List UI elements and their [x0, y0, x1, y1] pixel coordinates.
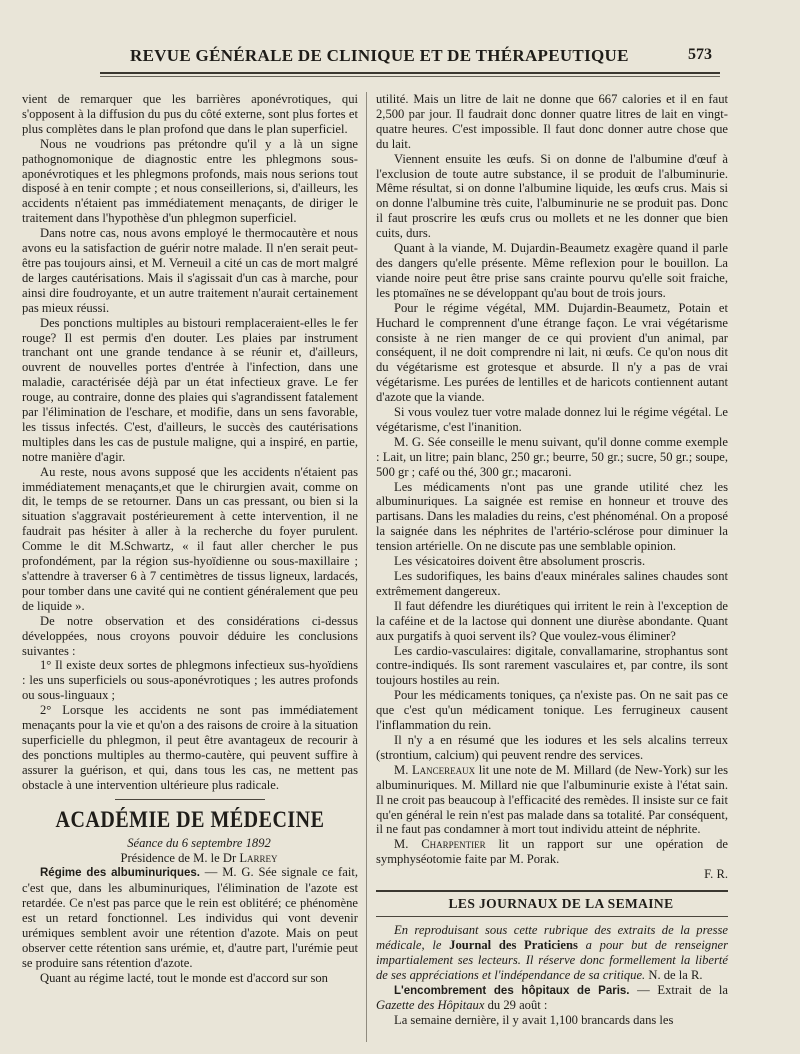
paragraph: Viennent ensuite les œufs. Si on donne de l'albumine d'œuf à l'exclusion de toute autre substance, il se produit de l'albuminurie. Même résultat, si on donne l'albumine liquide, les œufs crus. Mais si on donne l'albumine très cuite, l'albuminurie ne se produit pas. Donc il faut proscrire les œufs crus ou mollets et ne les donner que bien cuits, durs.: [376, 151, 728, 241]
journal-title: REVUE GÉNÉRALE DE CLINIQUE ET DE THÉRAPEUTIQUE: [130, 46, 629, 65]
paragraph: Les vésicatoires doivent être absolument proscris.: [394, 554, 646, 569]
column-divider: [366, 92, 367, 1042]
paragraph: Les médicaments n'ont pas une grande utilité chez les albuminuriques. La saignée est remise en honneur et trouve des partisans. Dans les maladies du reins, c'est phénoménal. On a proposé la saignée dans les néphrites de l'artério-sclérose pour diminuer la tension artérielle. On ne discute pas une semblable opinion.: [376, 479, 728, 554]
paragraph: De notre observation et des considérations ci-dessus développées, nous croyons pouvoir déduire les conclusions suivantes :: [22, 613, 358, 658]
speaker-name: M. Charpentier: [394, 837, 486, 852]
paragraph: Pour le régime végétal, MM. Dujardin-Beaumetz, Potain et Huchard le comprennent d'une étrange façon. Le vrai végétarisme consiste à ne rien manger de ce qui provient d'un animal, par conséquent, il ne doit comprendre ni lait, ni œufs. Ce qu'on nous dit du végétarisme est grotesque et absurde. Il n'y a pas de vrai végétarisme. Les purées de lentilles et de haricots contiennent autant d'azote que la viande.: [376, 300, 728, 405]
paragraph-text: du 29 août :: [484, 998, 548, 1013]
paragraph: Quant à la viande, M. Dujardin-Beaumetz exagère quand il parle des dangers qu'elle présente. Même reflexion pour le bouillon. La viande noire peut être prise sans crainte pourvu qu'elle soit fraiche, les ptomaïnes ne se développant qu'au bout de trois jours.: [376, 241, 728, 300]
paragraph: Si vous voulez tuer votre malade donnez lui le régime végétal. Le végétarisme, c'est l'inanition.: [376, 405, 728, 434]
header-rule-thin: [100, 76, 720, 77]
header-rule: [100, 72, 720, 74]
journal-name: Journal des Praticiens: [449, 937, 578, 952]
note-text: a pour but de renseigner impartialement ses lecteurs. Il réserve donc formellement la liberté de ses appréciations et l'indépendance de sa critique.: [376, 937, 728, 982]
source-name: Gazette des Hôpitaux: [376, 998, 485, 1013]
paragraph: utilité. Mais un litre de lait ne donne que 667 calories et il en faut 2,500 par jour. Il faudrait donc donner quatre litres de lait en vingt-quatre heures. C'est impossible. Il faut donc donner autre chose que du lait.: [376, 92, 728, 151]
page-number: 573: [688, 46, 712, 63]
paragraph: Au reste, nous avons supposé que les accidents n'étaient pas immédiatement menaçants,et que le chirurgien avait, comme on dit, le temps de se retourner. Dans un cas pressant, ou bien si la situation s'aggravait postérieurement à cette intervention, il ne faudrait pas hésiter à aller à la recherche du foyer purulent. Comme le dit M.Schwartz, « il faut aller chercher le pus profondément, par la région sus-hyoïdienne ou sous-maxillaire ; s'attendre à traverser 6 à 7 centimètres de tissus ligneux, lardacés, pour tomber dans une cavité qui ne contient généralement que peu de liquide ».: [22, 464, 358, 613]
paragraph: Les cardio-vasculaires: digitale, convallamarine, strophantus sont contre-indiqués. Ils sont rarement vasculaires et, par contre, ils sont toujours hostiles au rein.: [376, 643, 728, 688]
paragraph-text: — M. G. Sée signale ce fait, c'est que, dans les albuminuriques, l'élimination de l'azote est retardée. Ce n'est pas parce que le rein est oblitéré; ce phénomène est un retard fonctionnel. Les individus qui vont devenir urémiques semblent avoir une rétention d'azote. Mais on peut observer cette rétention sans urémie, et, d'autre part, l'urémie peut se produire sans rétention d'azote.: [22, 865, 358, 970]
seance-date: Séance du 6 septembre 1892: [127, 835, 271, 850]
note-text: En reproduisant sous cette rubrique des extraits de la presse médicale, le: [376, 922, 728, 952]
right-column: [376, 92, 728, 1028]
paragraph: 2° Lorsque les accidents ne sont pas immédiatement menaçants pour la vie et qu'on a des raisons de croire à la situation superficielle du phlegmon, il peut être avantageux de recourir à des ponctions multiples au thermo-cautère, qui peuvent suffire à assurer la guérison, et qui, dans tous les cas, ne mettent pas obstacle à une intervention ultérieure plus radicale.: [22, 703, 358, 792]
paragraph: Il n'y a en résumé que les iodures et les sels alcalins terreux (strontium, calcium) qui peuvent rendre des services.: [376, 732, 728, 762]
paragraph: 1° Il existe deux sortes de phlegmons infectieux sus-hyoïdiens : les uns superficiels ou sous-aponévrotiques ; les autres profonds ou sous-linguaux ;: [22, 658, 358, 703]
editorial-note: [376, 923, 728, 983]
academy-title: ACADÉMIE DE MÉDECINE: [55, 806, 325, 833]
left-column: [22, 92, 358, 986]
journals-title: LES JOURNAUX DE LA SEMAINE: [448, 896, 674, 912]
speaker-name: M. Lancereaux: [394, 762, 476, 777]
presidence-prefix: Présidence de M. le Dr: [120, 850, 240, 865]
paragraph: [376, 983, 728, 1014]
running-header: [100, 44, 720, 68]
rubric-heading: Régime des albuminuriques.: [40, 867, 200, 880]
paragraph: Dans notre cas, nous avons employé le thermocautère et nous avons eu la satisfaction de guérir notre malade. Il n'en serait peut-être pas toujours ainsi, et M. Verneuil a cité un cas de mort malgré de larges cautérisations. Mais il s'agissait d'un cas à marche, pour ainsi dire foudroyante, et un autre traitement n'aurait certainement pas mieux réussi.: [22, 226, 358, 315]
paragraph: Quant au régime lacté, tout le monde est d'accord sur son: [40, 970, 328, 985]
paragraph-text: — Extrait de la: [629, 982, 728, 997]
paragraph: Nous ne voudrions pas prétondre qu'il y a là un signe pathognomonique de diagnostic entre les phlegmons sous-aponévrotiques et les phlegmons profonds, mais nous serions tout disposé à en tenir compte ; et nous conseillerions, si, d'ailleurs, les accidents n'étaient pas immédiatement menaçants, de diriger le traitement dans l'hypothèse d'un phlegmon superficiel.: [22, 136, 358, 226]
presidence: [22, 851, 358, 866]
paragraph-text: lit une note de M. Millard (de New-York) sur les albuminuriques. M. Millard nie que l'albuminurie existe à l'état sain. Il ne croit pas beaucoup à l'efficacité des remèdes. Il insiste sur ce fait qu'en général le rein n'est pas malade dans sa totalité. Par conséquent, il ne faut pas condamner à mort tout individu atteint de néphrite.: [376, 762, 729, 837]
paragraph: Pour les médicaments toniques, ça n'existe pas. On ne sait pas ce que c'est qu'un médicament tonique. Les ferrugineux causent l'inflammation du rein.: [376, 688, 728, 733]
paragraph: Il faut défendre les diurétiques qui irritent le rein à l'exception de la caféine et de la lactose qui donnent une diurèse abondante. Quant aux purgatifs à quoi servent ils? Que voulez-vous éliminer?: [376, 598, 728, 643]
note-signature: N. de la R.: [645, 967, 703, 982]
paragraph: [376, 837, 728, 867]
rubric-heading: L'encombrement des hôpitaux de Paris.: [394, 984, 630, 997]
signature: F. R.: [704, 867, 728, 882]
paragraph: [376, 763, 728, 838]
paragraph: La semaine dernière, il y avait 1,100 brancards dans les: [394, 1013, 674, 1028]
paragraph: Des ponctions multiples au bistouri remplaceraient-elles le fer rouge? Il est permis d'en douter. Les plaies par instrument tranchant ont une grande tendance à se réunir et, d'ailleurs, ouvrent de nouvelles portes d'entrée à l'infection, dans une maladie, caractérisée déjà par un état infectieux grave. Le fer rouge, au contraire, donne des plaies qui s'agrandissent fatalement par l'élimination de l'eschare, et modifie, dans un sens favorable, les tissus infectés. C'est, d'ailleurs, le succès des cautérisations multiples dans les cas de pustule maligne, qui a inspiré, en partie, notre manière d'agir.: [22, 315, 358, 464]
president-name: Larrey: [239, 850, 278, 865]
paragraph-text: lit un rapport sur une opération de symphyséotomie faite par M. Porak.: [376, 837, 728, 867]
paragraph: [22, 865, 358, 970]
journals-heading-box: [376, 890, 728, 917]
paragraph: Les sudorifiques, les bains d'eaux minérales salines chaudes sont extrêmement dangereux.: [376, 569, 728, 598]
paragraph: vient de remarquer que les barrières aponévrotiques, qui s'opposent à la diffusion du pus du côté externe, sont plus fortes et plus complètes dans le plan profond que dans le plan superficiel.: [22, 92, 358, 136]
section-rule: [115, 799, 265, 800]
paragraph: M. G. Sée conseille le menu suivant, qu'il donne comme exemple : Lait, un litre; pain blanc, 250 gr.; beurre, 50 gr.; sucre, 50 gr.; soupe, 500 gr ; café ou thé, 300 gr.; macaroni.: [376, 434, 728, 479]
